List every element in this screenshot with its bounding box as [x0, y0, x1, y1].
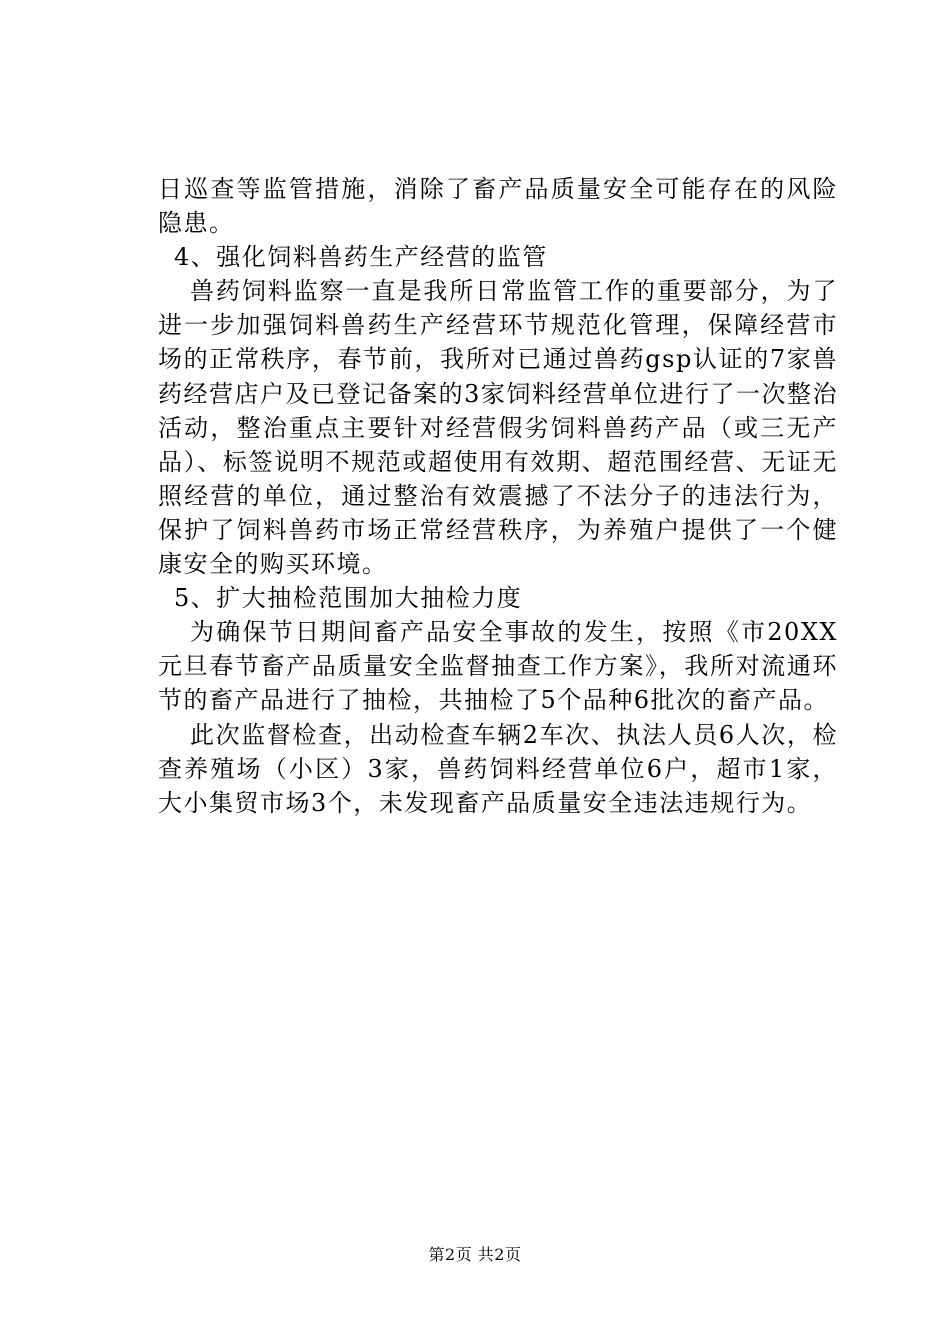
paragraph-continuation: 日巡查等监管措施，消除了畜产品质量安全可能存在的风险隐患。 [158, 175, 838, 238]
section-heading-4: 4、强化饲料兽药生产经营的监管 [174, 243, 548, 272]
page-footer [0, 1245, 950, 1265]
paragraph-sampling: 为确保节日期间畜产品安全事故的发生，按照《市20XX元旦春节畜产品质量安全监督抽查工作方案》，我所对流通环节的畜产品进行了抽检，共抽检了5个品种6批次的畜产品。 [158, 618, 838, 715]
document-body [158, 172, 838, 820]
paragraph-feed-drug-supervision: 兽药饲料监察一直是我所日常监管工作的重要部分，为了进一步加强饲料兽药生产经营环节规范化管理，保障经营市场的正常秩序，春节前，我所对已通过兽药gsp认证的7家兽药经营店户及已登记备案的3家饲料经营单位进行了一次整治活动，整治重点主要针对经营假劣饲料兽药产品（或三无产品）、标签说明不规范或超使用有效期、超范围经营、无证无照经营的单位，通过整治有效震撼了不法分子的违法行为，保护了饲料兽药市场正常经营秩序，为养殖户提供了一个健康安全的购买环境。 [158, 277, 838, 579]
section-heading-5: 5、扩大抽检范围加大抽检力度 [174, 584, 523, 613]
page-number: 第2页 共2页 [428, 1245, 522, 1264]
paragraph-inspection-summary: 此次监督检查，出动检查车辆2车次、执法人员6人次，检查养殖场（小区）3家，兽药饲料经营单位6户，超市1家，大小集贸市场3个，未发现畜产品质量安全违法违规行为。 [158, 720, 838, 817]
